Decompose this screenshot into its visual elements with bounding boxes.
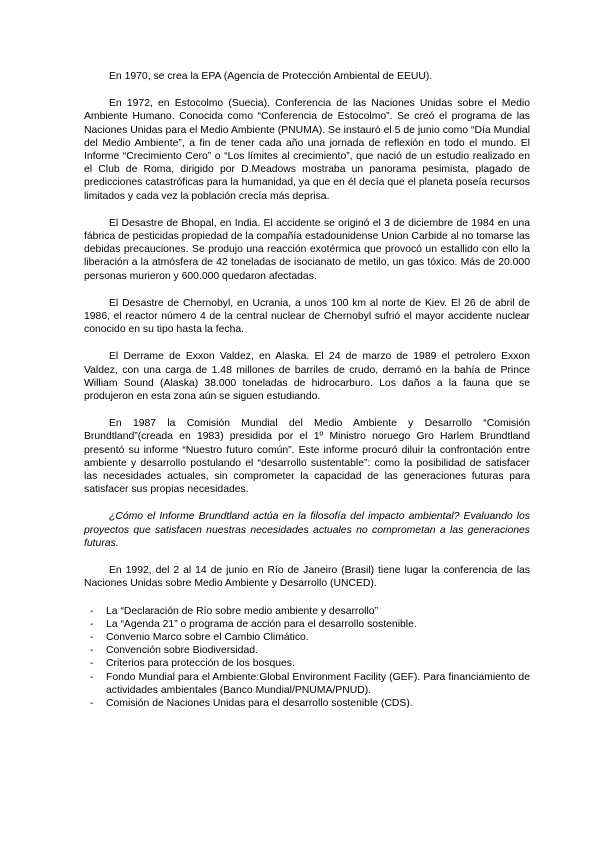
list-item (84, 697, 530, 710)
paragraph-estocolmo-1972: En 1972, en Estocolmo (Suecia). Conferencia de las Naciones Unidas sobre el Medio Ambiente Humano. Conocida como “Conferencia de Estocolmo”. Se creó el programa de las Naciones Unidas para el Medio Ambiente (PNUMA). Se instauró el 5 de junio como “Día Mundial del Medio Ambiente”, a fin de tener cada año una jornada de reflexión en todo el mundo. El Informe “Crecimiento Cero” o “Los límites al crecimiento”, que nació de un estudio realizado en el Club de Roma, dirigido por D.Meadows mostraba un panorama pesimista, plagado de predicciones catastróficas para la humanidad, ya que en él decía que el planeta poseía recursos limitados y cada vez la población crecía más deprisa. (84, 98, 530, 202)
list-item-text: La “Declaración de Río sobre medio ambiente y desarrollo” (106, 605, 379, 617)
list-item (84, 644, 530, 657)
paragraph-rio-1992: En 1992, del 2 al 14 de junio en Río de Janeiro (Brasil) tiene lugar la conferencia de las Naciones Unidas sobre Medio Ambiente y Desarrollo (UNCED). (84, 565, 530, 590)
list-item (84, 605, 530, 618)
list-item (84, 657, 530, 670)
paragraph-brundtland-question: ¿Cómo el Informe Brundtland actúa en la filosofía del impacto ambiental? Evaluando los proyectos que satisfacen nuestras necesidades actuales no comprometan a las generaciones futuras. (84, 511, 530, 549)
list-item-text: Convenio Marco sobre el Cambio Climático. (106, 631, 309, 643)
list-item-text: Comisión de Naciones Unidas para el desarrollo sostenible (CDS). (106, 697, 413, 709)
list-item-text: Fondo Mundial para el Ambiente:Global Environment Facility (GEF). Para financiamiento de actividades ambientales (Banco Mundial/PNUMA/PNUD). (106, 671, 530, 696)
list-item (84, 618, 530, 631)
list-item-text: Criterios para protección de los bosques. (106, 658, 295, 670)
paragraph-brundtland: En 1987 la Comisión Mundial del Medio Ambiente y Desarrollo “Comisión Brundtland”(creada en 1983) presidida por el 1º Ministro noruego Gro Harlem Brundtland presentó su informe “Nuestro futuro común”. Este informe procuró diluir la confrontación entre ambiente y desarrollo postulando el “desarrollo sustentable”: como la posibilidad de satisfacer las necesidades actuales, sin comprometer la capacidad de las generaciones futuras para satisfacer sus propias necesidades. (84, 418, 530, 496)
list-item (84, 631, 530, 644)
dash-bullet: - (90, 671, 94, 683)
dash-bullet: - (90, 645, 94, 657)
dash-bullet: - (90, 697, 94, 709)
dash-bullet: - (90, 631, 94, 643)
list-item (84, 671, 530, 697)
rio-outcomes-list (84, 605, 530, 711)
dash-bullet: - (90, 605, 94, 617)
paragraph-chernobyl: El Desastre de Chernobyl, en Ucrania, a unos 100 km al norte de Kiev. El 26 de abril de 1986, el reactor número 4 de la central nuclear de Chernobyl sufrió el mayor accidente nuclear conocido en su tipo hasta la fecha. (84, 297, 530, 336)
paragraph-bhopal: El Desastre de Bhopal, en India. El accidente se originó el 3 de diciembre de 1984 en una fábrica de pesticidas propiedad de la compañía estadounidense Union Carbide al no tomarse las debidas precauciones. Se produjo una reacción exotérmica que provocó un estallido con ello la liberación a la atmósfera de 42 toneladas de isocianato de metilo, un gas tóxico. Más de 20.000 personas murieron y 600.000 quedaron afectadas. (84, 217, 530, 282)
list-item-text: Convención sobre Biodiversidad. (106, 645, 258, 657)
dash-bullet: - (90, 618, 94, 630)
list-item-text: La “Agenda 21” o programa de acción para el desarrollo sostenible. (106, 618, 417, 630)
dash-bullet: - (90, 658, 94, 670)
paragraph-exxon-valdez: El Derrame de Exxon Valdez, en Alaska. El 24 de marzo de 1989 el petrolero Exxon Valdez, con una carga de 1.48 millones de barriles de crudo, derramó en la bahía de Prince William Sound (Alaska) 38.000 toneladas de hidrocarburo. Los daños a la fauna que se produjeron en esta zona aún se siguen estudiando. (84, 351, 530, 403)
paragraph-epa-1970: En 1970, se crea la EPA (Agencia de Protección Ambiental de EEUU). (109, 71, 433, 82)
